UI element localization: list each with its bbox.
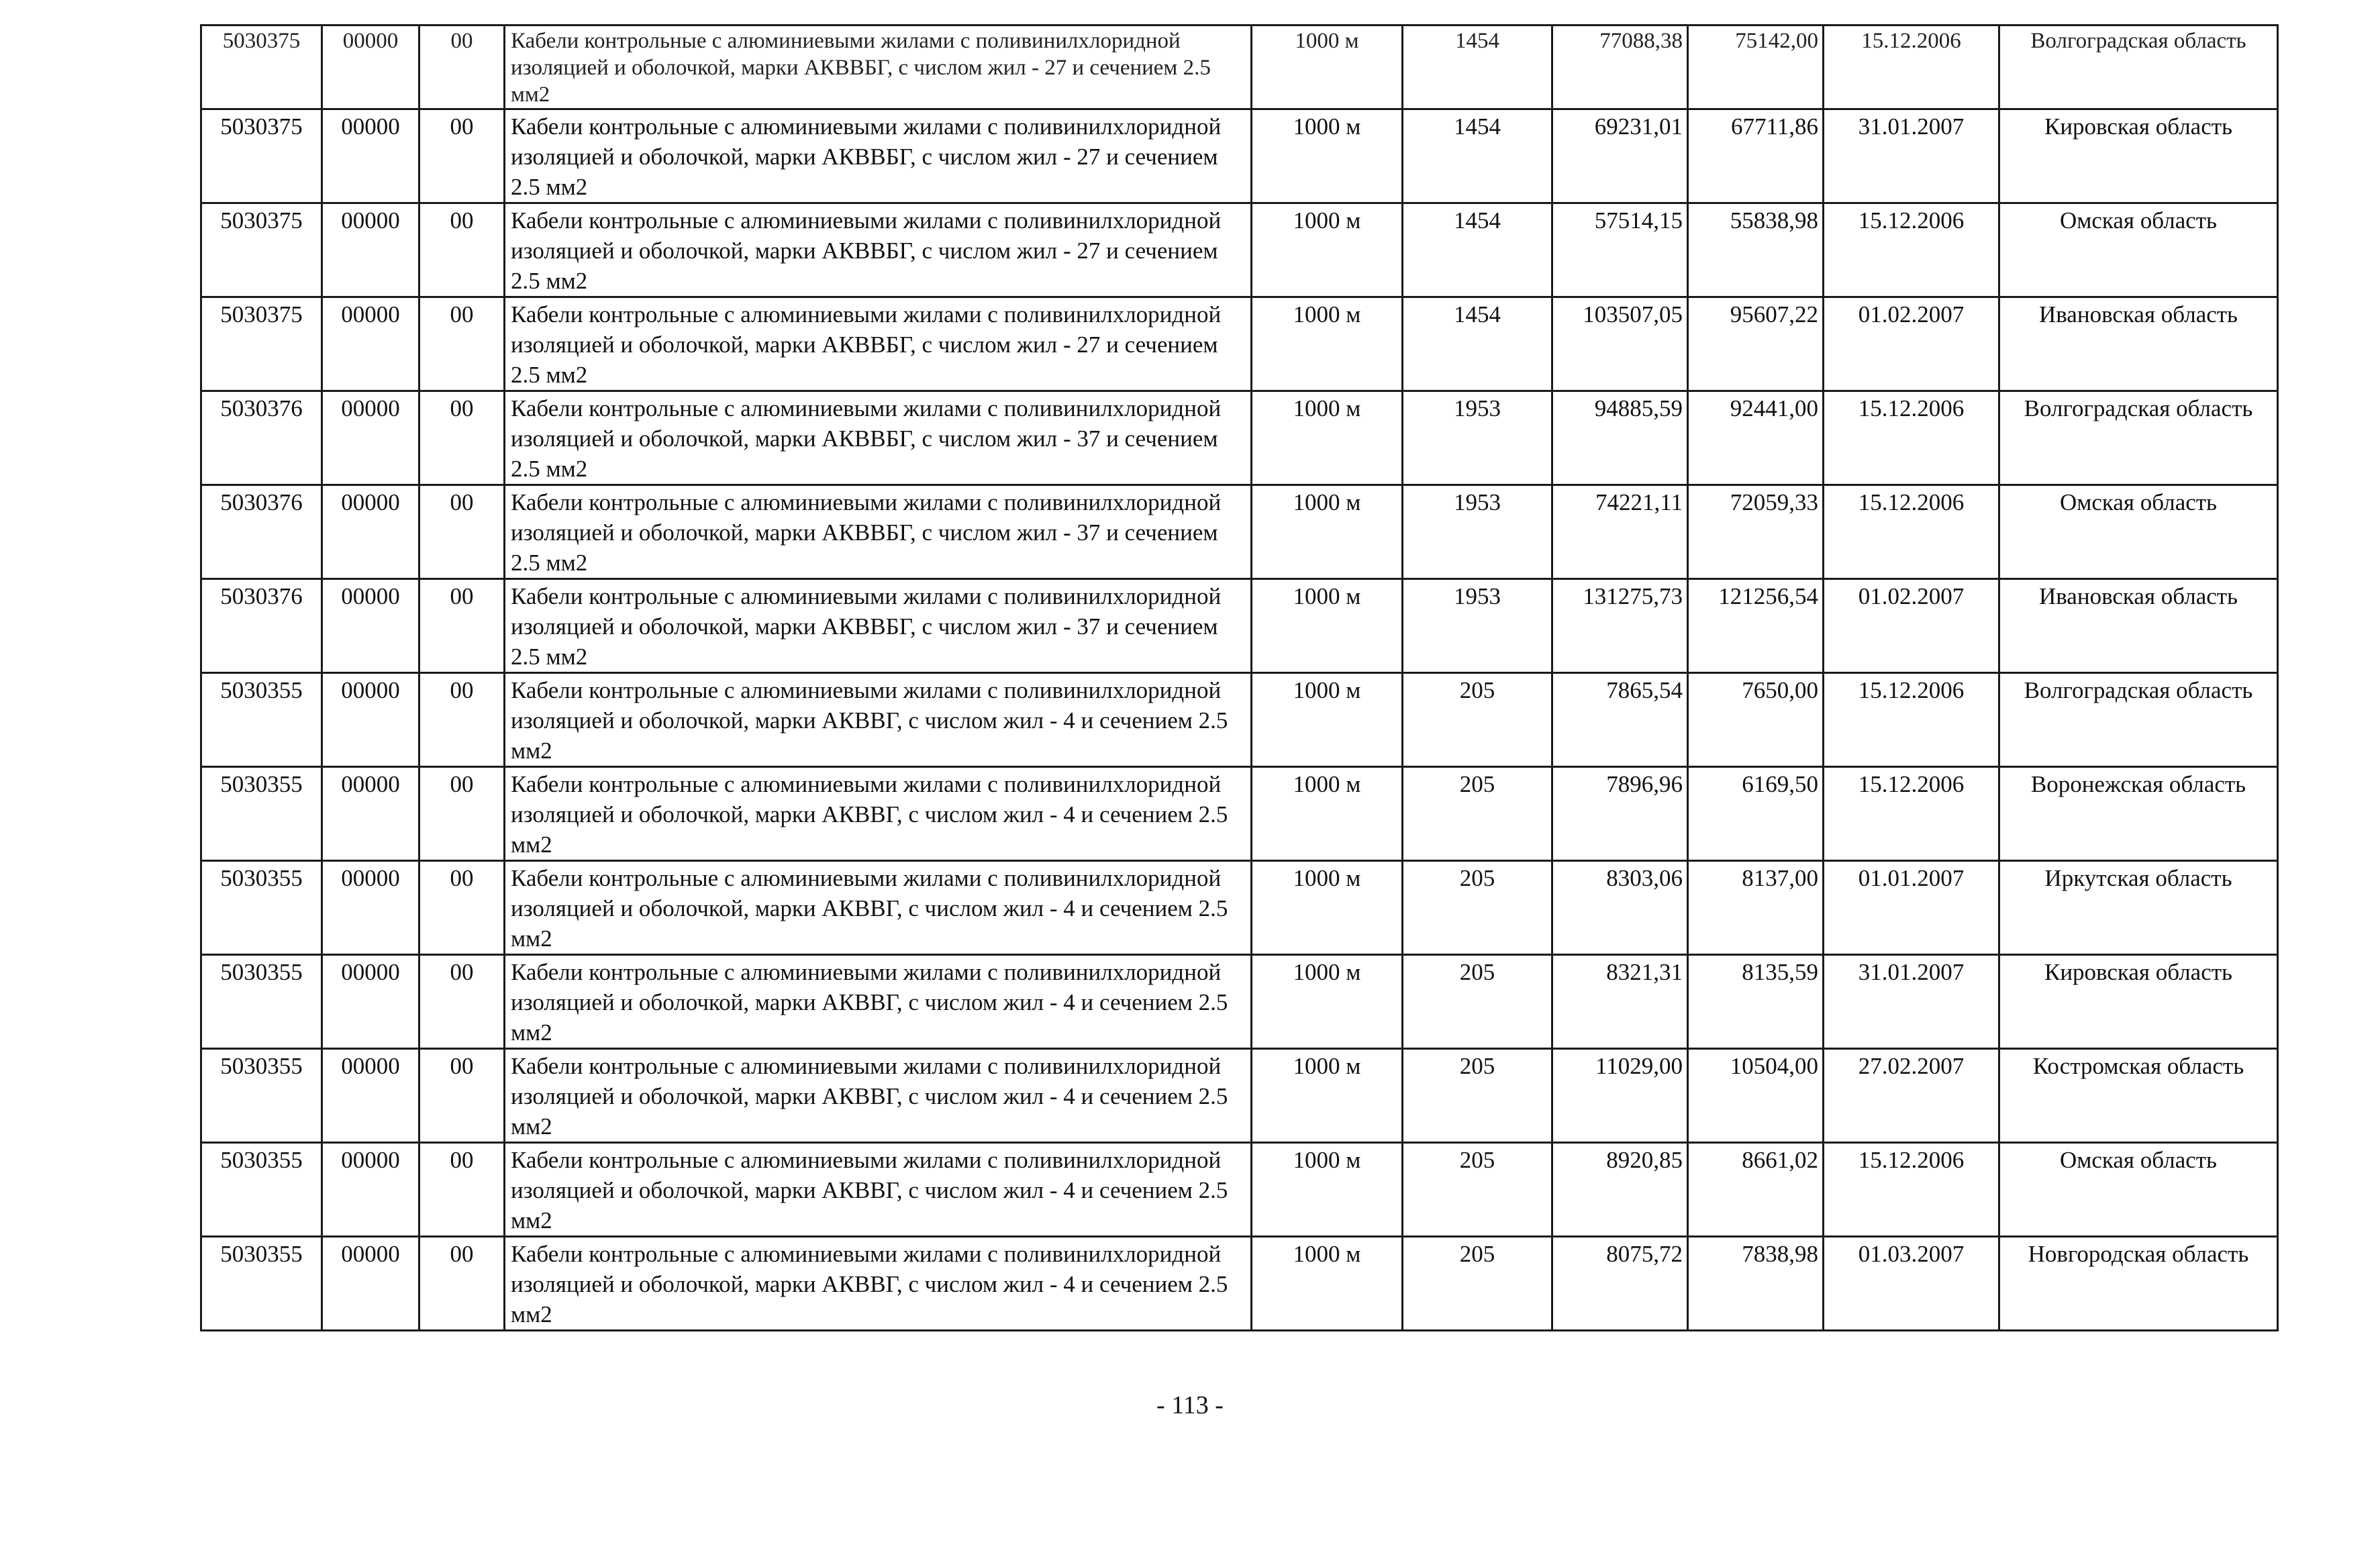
price-cell: 67711,86 bbox=[1688, 109, 1824, 203]
description-cell: Кабели контрольные с алюминиевыми жилами с поливинилхлоридной изоляцией и оболочкой, марки АКВВГ, с числом жил - 4 и сечением 2.5 мм2 bbox=[505, 767, 1252, 861]
region-cell: Воронежская область bbox=[1999, 767, 2278, 861]
unit-code-cell: 1953 bbox=[1403, 579, 1552, 673]
product-code-cell: 5030376 bbox=[201, 485, 322, 579]
unit-cell: 1000 м bbox=[1252, 955, 1403, 1049]
description-cell: Кабели контрольные с алюминиевыми жилами с поливинилхлоридной изоляцией и оболочкой, марки АКВВГ, с числом жил - 4 и сечением 2.5 мм2 bbox=[505, 1237, 1252, 1331]
table-row bbox=[201, 579, 2278, 673]
price-cell: 95607,22 bbox=[1688, 297, 1824, 391]
unit-cell: 1000 м bbox=[1252, 26, 1403, 109]
price-cell: 72059,33 bbox=[1688, 485, 1824, 579]
group-code-cell: 00 bbox=[419, 1049, 505, 1143]
table-body bbox=[201, 26, 2278, 1331]
group-code-cell: 00 bbox=[419, 203, 505, 297]
unit-code-cell: 1454 bbox=[1403, 297, 1552, 391]
unit-cell: 1000 м bbox=[1252, 109, 1403, 203]
product-code-cell: 5030375 bbox=[201, 26, 322, 109]
product-code-cell: 5030355 bbox=[201, 861, 322, 955]
subcode-cell: 00000 bbox=[322, 767, 419, 861]
date-cell: 15.12.2006 bbox=[1824, 485, 1999, 579]
subcode-cell: 00000 bbox=[322, 203, 419, 297]
price-cell: 121256,54 bbox=[1688, 579, 1824, 673]
date-cell: 01.03.2007 bbox=[1824, 1237, 1999, 1331]
date-cell: 15.12.2006 bbox=[1824, 767, 1999, 861]
table-row bbox=[201, 767, 2278, 861]
description-cell: Кабели контрольные с алюминиевыми жилами с поливинилхлоридной изоляцией и оболочкой, марки АКВВБГ, с числом жил - 27 и сечением 2.5 мм2 bbox=[505, 297, 1252, 391]
region-cell: Волгоградская область bbox=[1999, 26, 2278, 109]
product-code-cell: 5030375 bbox=[201, 297, 322, 391]
subcode-cell: 00000 bbox=[322, 26, 419, 109]
date-cell: 27.02.2007 bbox=[1824, 1049, 1999, 1143]
group-code-cell: 00 bbox=[419, 109, 505, 203]
group-code-cell: 00 bbox=[419, 297, 505, 391]
price-with-vat-cell: 103507,05 bbox=[1552, 297, 1688, 391]
unit-code-cell: 205 bbox=[1403, 861, 1552, 955]
product-code-cell: 5030355 bbox=[201, 1049, 322, 1143]
price-with-vat-cell: 74221,11 bbox=[1552, 485, 1688, 579]
date-cell: 15.12.2006 bbox=[1824, 1143, 1999, 1237]
unit-code-cell: 205 bbox=[1403, 767, 1552, 861]
group-code-cell: 00 bbox=[419, 955, 505, 1049]
region-cell: Омская область bbox=[1999, 1143, 2278, 1237]
price-with-vat-cell: 8303,06 bbox=[1552, 861, 1688, 955]
table-row bbox=[201, 109, 2278, 203]
product-code-cell: 5030376 bbox=[201, 579, 322, 673]
region-cell: Кировская область bbox=[1999, 109, 2278, 203]
subcode-cell: 00000 bbox=[322, 579, 419, 673]
price-cell: 6169,50 bbox=[1688, 767, 1824, 861]
price-with-vat-cell: 94885,59 bbox=[1552, 391, 1688, 485]
description-cell: Кабели контрольные с алюминиевыми жилами с поливинилхлоридной изоляцией и оболочкой, марки АКВВГ, с числом жил - 4 и сечением 2.5 мм2 bbox=[505, 861, 1252, 955]
subcode-cell: 00000 bbox=[322, 1143, 419, 1237]
description-cell: Кабели контрольные с алюминиевыми жилами с поливинилхлоридной изоляцией и оболочкой, марки АКВВБГ, с числом жил - 37 и сечением 2.5 мм2 bbox=[505, 485, 1252, 579]
price-with-vat-cell: 8321,31 bbox=[1552, 955, 1688, 1049]
product-code-cell: 5030375 bbox=[201, 203, 322, 297]
unit-cell: 1000 м bbox=[1252, 673, 1403, 767]
price-with-vat-cell: 69231,01 bbox=[1552, 109, 1688, 203]
price-cell: 8661,02 bbox=[1688, 1143, 1824, 1237]
unit-cell: 1000 м bbox=[1252, 391, 1403, 485]
group-code-cell: 00 bbox=[419, 861, 505, 955]
date-cell: 15.12.2006 bbox=[1824, 391, 1999, 485]
price-with-vat-cell: 131275,73 bbox=[1552, 579, 1688, 673]
unit-code-cell: 205 bbox=[1403, 673, 1552, 767]
table-row bbox=[201, 391, 2278, 485]
group-code-cell: 00 bbox=[419, 391, 505, 485]
price-cell: 8135,59 bbox=[1688, 955, 1824, 1049]
group-code-cell: 00 bbox=[419, 579, 505, 673]
region-cell: Ивановская область bbox=[1999, 579, 2278, 673]
unit-code-cell: 205 bbox=[1403, 1049, 1552, 1143]
group-code-cell: 00 bbox=[419, 485, 505, 579]
table-row bbox=[201, 26, 2278, 109]
subcode-cell: 00000 bbox=[322, 297, 419, 391]
description-cell: Кабели контрольные с алюминиевыми жилами с поливинилхлоридной изоляцией и оболочкой, марки АКВВГ, с числом жил - 4 и сечением 2.5 мм2 bbox=[505, 673, 1252, 767]
price-cell: 75142,00 bbox=[1688, 26, 1824, 109]
region-cell: Иркутская область bbox=[1999, 861, 2278, 955]
table-row bbox=[201, 485, 2278, 579]
subcode-cell: 00000 bbox=[322, 485, 419, 579]
date-cell: 31.01.2007 bbox=[1824, 109, 1999, 203]
price-with-vat-cell: 8920,85 bbox=[1552, 1143, 1688, 1237]
price-cell: 55838,98 bbox=[1688, 203, 1824, 297]
price-with-vat-cell: 7865,54 bbox=[1552, 673, 1688, 767]
group-code-cell: 00 bbox=[419, 1143, 505, 1237]
unit-cell: 1000 м bbox=[1252, 767, 1403, 861]
price-cell: 10504,00 bbox=[1688, 1049, 1824, 1143]
price-with-vat-cell: 11029,00 bbox=[1552, 1049, 1688, 1143]
table-row bbox=[201, 203, 2278, 297]
unit-cell: 1000 м bbox=[1252, 579, 1403, 673]
unit-code-cell: 205 bbox=[1403, 955, 1552, 1049]
table-row bbox=[201, 297, 2278, 391]
date-cell: 01.02.2007 bbox=[1824, 579, 1999, 673]
price-with-vat-cell: 8075,72 bbox=[1552, 1237, 1688, 1331]
price-with-vat-cell: 57514,15 bbox=[1552, 203, 1688, 297]
group-code-cell: 00 bbox=[419, 673, 505, 767]
subcode-cell: 00000 bbox=[322, 1237, 419, 1331]
price-table bbox=[200, 24, 2279, 1331]
product-code-cell: 5030355 bbox=[201, 1237, 322, 1331]
unit-cell: 1000 м bbox=[1252, 1237, 1403, 1331]
subcode-cell: 00000 bbox=[322, 673, 419, 767]
date-cell: 31.01.2007 bbox=[1824, 955, 1999, 1049]
unit-cell: 1000 м bbox=[1252, 485, 1403, 579]
price-cell: 7838,98 bbox=[1688, 1237, 1824, 1331]
unit-code-cell: 1454 bbox=[1403, 109, 1552, 203]
description-cell: Кабели контрольные с алюминиевыми жилами с поливинилхлоридной изоляцией и оболочкой, марки АКВВБГ, с числом жил - 27 и сечением 2.5 мм2 bbox=[505, 26, 1252, 109]
description-cell: Кабели контрольные с алюминиевыми жилами с поливинилхлоридной изоляцией и оболочкой, марки АКВВБГ, с числом жил - 27 и сечением 2.5 мм2 bbox=[505, 109, 1252, 203]
unit-code-cell: 1953 bbox=[1403, 391, 1552, 485]
price-cell: 92441,00 bbox=[1688, 391, 1824, 485]
description-cell: Кабели контрольные с алюминиевыми жилами с поливинилхлоридной изоляцией и оболочкой, марки АКВВБГ, с числом жил - 37 и сечением 2.5 мм2 bbox=[505, 391, 1252, 485]
region-cell: Костромская область bbox=[1999, 1049, 2278, 1143]
table-row bbox=[201, 1049, 2278, 1143]
subcode-cell: 00000 bbox=[322, 861, 419, 955]
unit-code-cell: 205 bbox=[1403, 1143, 1552, 1237]
description-cell: Кабели контрольные с алюминиевыми жилами с поливинилхлоридной изоляцией и оболочкой, марки АКВВГ, с числом жил - 4 и сечением 2.5 мм2 bbox=[505, 1143, 1252, 1237]
subcode-cell: 00000 bbox=[322, 955, 419, 1049]
unit-code-cell: 1454 bbox=[1403, 203, 1552, 297]
product-code-cell: 5030375 bbox=[201, 109, 322, 203]
date-cell: 15.12.2006 bbox=[1824, 26, 1999, 109]
region-cell: Волгоградская область bbox=[1999, 391, 2278, 485]
region-cell: Кировская область bbox=[1999, 955, 2278, 1049]
price-with-vat-cell: 77088,38 bbox=[1552, 26, 1688, 109]
date-cell: 01.02.2007 bbox=[1824, 297, 1999, 391]
date-cell: 15.12.2006 bbox=[1824, 203, 1999, 297]
unit-code-cell: 1454 bbox=[1403, 26, 1552, 109]
table-row bbox=[201, 955, 2278, 1049]
product-code-cell: 5030355 bbox=[201, 673, 322, 767]
price-cell: 7650,00 bbox=[1688, 673, 1824, 767]
group-code-cell: 00 bbox=[419, 26, 505, 109]
date-cell: 01.01.2007 bbox=[1824, 861, 1999, 955]
date-cell: 15.12.2006 bbox=[1824, 673, 1999, 767]
region-cell: Омская область bbox=[1999, 485, 2278, 579]
unit-code-cell: 1953 bbox=[1403, 485, 1552, 579]
unit-cell: 1000 м bbox=[1252, 203, 1403, 297]
unit-cell: 1000 м bbox=[1252, 861, 1403, 955]
table-row bbox=[201, 861, 2278, 955]
subcode-cell: 00000 bbox=[322, 109, 419, 203]
table-row bbox=[201, 1143, 2278, 1237]
unit-code-cell: 205 bbox=[1403, 1237, 1552, 1331]
region-cell: Омская область bbox=[1999, 203, 2278, 297]
product-code-cell: 5030355 bbox=[201, 1143, 322, 1237]
table-row bbox=[201, 673, 2278, 767]
region-cell: Волгоградская область bbox=[1999, 673, 2278, 767]
region-cell: Новгородская область bbox=[1999, 1237, 2278, 1331]
unit-cell: 1000 м bbox=[1252, 297, 1403, 391]
region-cell: Ивановская область bbox=[1999, 297, 2278, 391]
page-number: - 113 - bbox=[1156, 1391, 1224, 1419]
subcode-cell: 00000 bbox=[322, 391, 419, 485]
table-row bbox=[201, 1237, 2278, 1331]
price-cell: 8137,00 bbox=[1688, 861, 1824, 955]
product-code-cell: 5030376 bbox=[201, 391, 322, 485]
unit-cell: 1000 м bbox=[1252, 1143, 1403, 1237]
group-code-cell: 00 bbox=[419, 1237, 505, 1331]
group-code-cell: 00 bbox=[419, 767, 505, 861]
description-cell: Кабели контрольные с алюминиевыми жилами с поливинилхлоридной изоляцией и оболочкой, марки АКВВБГ, с числом жил - 37 и сечением 2.5 мм2 bbox=[505, 579, 1252, 673]
unit-cell: 1000 м bbox=[1252, 1049, 1403, 1143]
price-with-vat-cell: 7896,96 bbox=[1552, 767, 1688, 861]
description-cell: Кабели контрольные с алюминиевыми жилами с поливинилхлоридной изоляцией и оболочкой, марки АКВВГ, с числом жил - 4 и сечением 2.5 мм2 bbox=[505, 955, 1252, 1049]
subcode-cell: 00000 bbox=[322, 1049, 419, 1143]
description-cell: Кабели контрольные с алюминиевыми жилами с поливинилхлоридной изоляцией и оболочкой, марки АКВВБГ, с числом жил - 27 и сечением 2.5 мм2 bbox=[505, 203, 1252, 297]
product-code-cell: 5030355 bbox=[201, 955, 322, 1049]
product-code-cell: 5030355 bbox=[201, 767, 322, 861]
description-cell: Кабели контрольные с алюминиевыми жилами с поливинилхлоридной изоляцией и оболочкой, марки АКВВГ, с числом жил - 4 и сечением 2.5 мм2 bbox=[505, 1049, 1252, 1143]
